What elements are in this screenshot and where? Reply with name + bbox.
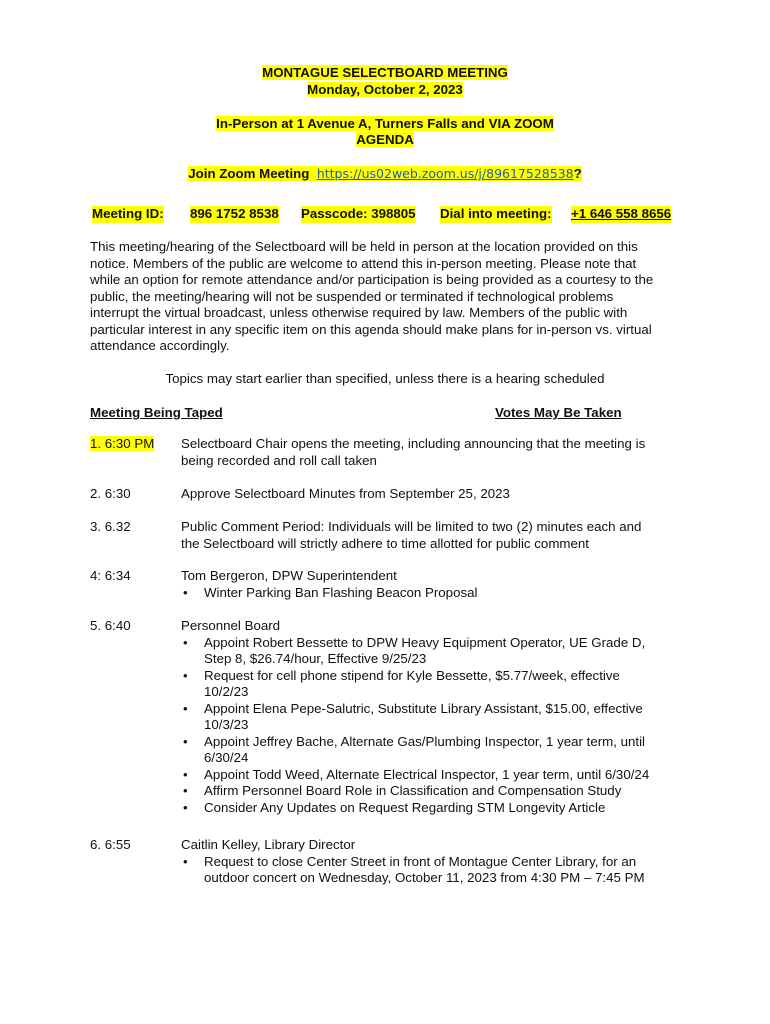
item-line: Approve Selectboard Minutes from September 25, 2023 (181, 486, 510, 501)
notice-line: public, the meeting/hearing will not be suspended or terminated if technological problems (90, 288, 614, 304)
notice-paragraph (90, 239, 690, 355)
bullet-icon: • (183, 733, 188, 749)
meeting-id-label: Meeting ID: (92, 206, 164, 221)
title-line (0, 65, 770, 82)
topics-note: Topics may start earlier than specified, unless there is a hearing scheduled (165, 371, 605, 386)
item-line: Public Comment Period: Individuals will be limited to two (2) minutes each and (181, 519, 642, 534)
bullet-icon: • (183, 700, 188, 716)
zoom-link[interactable]: https://us02web.zoom.us/j/89617528538 (316, 166, 574, 181)
item-line: being recorded and roll call taken (181, 452, 377, 468)
bullet-icon: • (183, 634, 188, 650)
list-item: • Request for cell phone stipend for Kyle Bessette, $5.77/week, effective 10/2/23 (183, 667, 620, 699)
item-line: Selectboard Chair opens the meeting, including announcing that the meeting is (181, 436, 646, 451)
notice-line: notice. Members of the public are welcome to attend this in-person meeting. Please note that (90, 255, 637, 271)
zoom-label: Join Zoom Meeting (188, 166, 310, 181)
passcode: Passcode: 398805 (301, 206, 416, 221)
agenda-item-number: 4: 6:34 (90, 568, 131, 583)
meeting-title: MONTAGUE SELECTBOARD MEETING (262, 65, 508, 80)
agenda-item-description (181, 486, 681, 503)
bullet-icon: • (183, 667, 188, 683)
agenda-item-number: 2. 6:30 (90, 486, 131, 501)
taped-label: Meeting Being Taped (90, 405, 223, 420)
bullet-icon: • (183, 783, 188, 798)
item-line: Caitlin Kelley, Library Director (181, 837, 356, 852)
notice-line: interrupt the virtual broadcast, unless otherwise required by law. Members of the public with (90, 305, 628, 320)
date-line (0, 82, 770, 99)
votes-label: Votes May Be Taken (495, 405, 622, 420)
agenda-item-number: 6. 6:55 (90, 837, 131, 852)
bullet-icon: • (183, 766, 188, 782)
bullet-icon: • (183, 799, 188, 815)
list-item: • Winter Parking Ban Flashing Beacon Proposal (183, 584, 478, 600)
agenda-item-description (181, 519, 681, 552)
list-item: • Appoint Robert Bessette to DPW Heavy Equipment Operator, UE Grade D, Step 8, $26.74/hour, Effective 9/25/23 (183, 634, 646, 666)
notice-line: particular interest in any specific item on this agenda should make plans for in-person vs. virtual (90, 321, 652, 337)
item-line: Tom Bergeron, DPW Superintendent (181, 568, 397, 583)
dial-label: Dial into meeting: (440, 206, 552, 221)
list-item: • Consider Any Updates on Request Regarding STM Longevity Article (183, 799, 606, 815)
list-item: • Appoint Elena Pepe-Salutric, Substitute Library Assistant, $15.00, effective 10/3/23 (183, 700, 643, 732)
notice-line: while an option for remote attendance and/or participation is being provided as a courtesy to the (90, 272, 654, 287)
list-item: • Appoint Todd Weed, Alternate Electrical Inspector, 1 year term, until 6/30/24 (183, 766, 650, 782)
agenda-item-number: 1. 6:30 PM (90, 436, 155, 451)
dial-number: +1 646 558 8656 (571, 206, 672, 221)
list-item: • Request to close Center Street in front of Montague Center Library, for an outdoor concert on Wednesday, October 11, 2023 from 4:30 PM – 7:45 PM (183, 853, 645, 885)
item-line: Personnel Board (181, 618, 281, 633)
bullet-icon: • (183, 584, 188, 600)
list-item: • Affirm Personnel Board Role in Classification and Compensation Study (183, 783, 622, 798)
agenda-item-description (181, 837, 681, 887)
zoom-line (0, 166, 770, 183)
meeting-id-value: 896 1752 8538 (190, 206, 279, 221)
agenda-item-description (181, 436, 681, 469)
meeting-date: Monday, October 2, 2023 (307, 82, 463, 97)
item-line: the Selectboard will strictly adhere to time allotted for public comment (181, 535, 589, 551)
agenda-item-number: 3. 6.32 (90, 519, 131, 534)
agenda-line (0, 132, 770, 149)
notice-line: attendance accordingly. (90, 338, 230, 353)
agenda-heading: AGENDA (356, 132, 414, 147)
meeting-location: In-Person at 1 Avenue A, Turners Falls and VIA ZOOM (216, 116, 554, 131)
notice-line: This meeting/hearing of the Selectboard will be held in person at the location provided on this (90, 239, 638, 254)
agenda-item-description (181, 568, 681, 601)
agenda-item-number: 5. 6:40 (90, 618, 131, 633)
agenda-item-description (181, 618, 681, 816)
bullet-icon: • (183, 853, 188, 869)
list-item: • Appoint Jeffrey Bache, Alternate Gas/Plumbing Inspector, 1 year term, until 6/30/24 (183, 733, 646, 765)
zoom-suffix: ? (573, 166, 582, 181)
location-line (0, 116, 770, 133)
